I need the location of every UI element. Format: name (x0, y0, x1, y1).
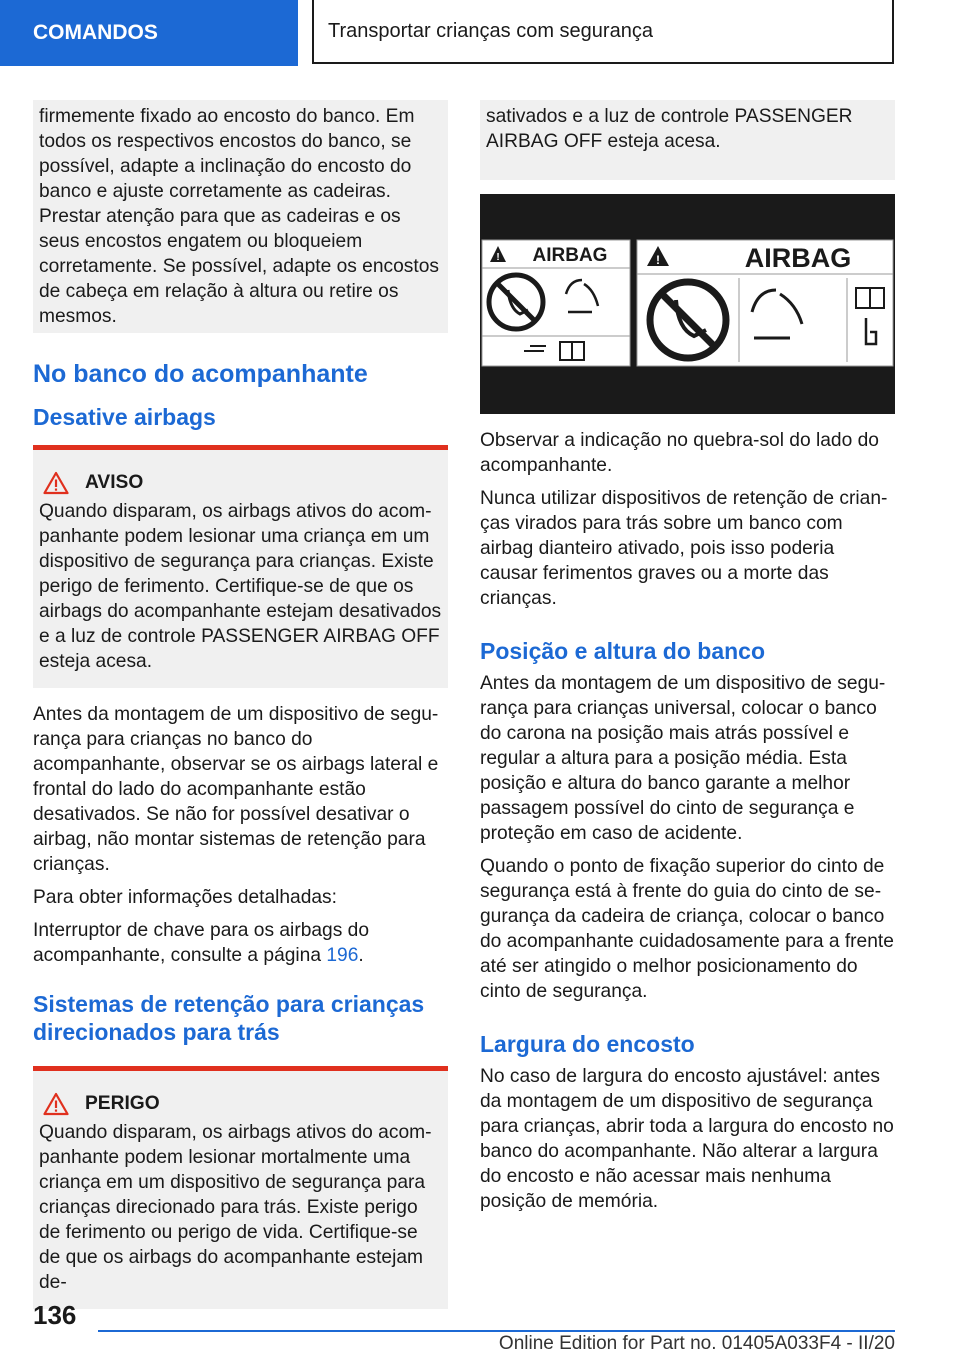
airbag-label-figure (480, 194, 895, 414)
warning-triangle-icon (43, 1092, 69, 1116)
page-number: 136 (33, 1300, 77, 1330)
continued-text: sativados e a luz de controle PASSENGER AIRBAG OFF esteja acesa. (486, 106, 853, 152)
warning-label: AVISO (85, 472, 144, 493)
warning-header (39, 470, 442, 495)
body-paragraph: No caso de largura do encosto ajustável: antes da montagem de um dispositivo de segurança para crianças, abrir toda a largura do encosto no banco do acompanhante. Não alterar a largura do encosto e não acessar mais nenhuma posição de memória. (480, 1066, 894, 1212)
airbag-large-text: AIRBAG (744, 243, 852, 273)
heading-backrest-width: Largura do encosto (480, 1031, 695, 1057)
svg-text:!: ! (656, 253, 660, 267)
intro-box (33, 100, 448, 333)
continued-box (480, 100, 895, 180)
warning-text: Quando disparam, os airbags ativos do acompanhante podem lesionar mortalmente uma criança em um dispositivo de segurança para crianças direcionado para trás. Existe perigo de ferimento ou perigo de vida. Certifique-se de que os airbags do acompanhante estejam de- (39, 1122, 432, 1293)
airbag-label-illustration (480, 194, 895, 414)
warning-text: Quando disparam, os airbags ativos do acompanhante podem lesionar uma criança em um dispositivo de segurança para crianças. Existe perigo de ferimento. Certifique-se de que os airbags do acompanhante estejam desativados e a luz de controle PASSENGER AIRBAG OFF esteja acesa. (39, 501, 442, 672)
body-paragraph: Para obter informações detalhadas: (33, 887, 337, 908)
intro-text: firmemente fixado ao encosto do banco. Em todos os respectivos encostos do banco, se possível, adapte a inclinação do encosto do banco e ajuste corretamente as cadeiras. Prestar atenção para que as cadeiras e os seus encostos engatem ou bloqueiem corretamente. Se possível, adapte os encostos de cabeça em relação à altura ou retire os mesmos. (39, 106, 439, 327)
body-paragraph: Nunca utilizar dispositivos de retenção de crianças virados para trás sobre um banco com airbag dianteiro ativado, pois isso poderia causar ferimentos graves ou a morte das crianças. (480, 488, 888, 609)
warning-box-aviso (33, 445, 448, 688)
body-paragraph: Observar a indicação no quebra-sol do lado do acompanhante. (480, 430, 879, 476)
footer-rule (98, 1330, 895, 1332)
body-paragraph: Quando o ponto de fixação superior do cinto de segurança está à frente do guia do cinto de segurança da cadeira de criança, colocar o banco do acompanhante cuidadosamente para a frente até ser atingido o melhor posicionamento do cinto de segurança. (480, 856, 894, 1002)
warning-header (39, 1091, 442, 1116)
chapter-title: Transportar crianças com segurança (312, 0, 894, 64)
heading-rear-facing-seats: Sistemas de retenção para crianças direcionados para trás (33, 991, 425, 1045)
svg-text:!: ! (496, 252, 500, 263)
body-paragraph-crossref: Interruptor de chave para os airbags do acompanhante, consulte a página 196. (33, 920, 369, 966)
page-header (0, 0, 960, 66)
body-paragraph: Antes da montagem de um dispositivo de segurança para crianças no banco do acompanhante, observar se os airbags lateral e frontal do lado do acompanhante estão desativados. Se não for possível desativar o airbag, não montar sistemas de retenção para crianças. (33, 704, 439, 875)
heading-seat-position: Posição e altura do banco (480, 638, 766, 664)
right-column (480, 100, 895, 1222)
left-column (33, 100, 448, 1323)
warning-label: PERIGO (85, 1093, 160, 1114)
footer-edition: Online Edition for Part no. 01405A033F4 - II/20 (498, 1333, 895, 1354)
body-paragraph: Antes da montagem de um dispositivo de segurança para crianças universal, colocar o banco do carona na posição mais atrás possível e regular a altura para a posição média. Esta posição e altura do banco garante a melhor passagem possível do cinto de segurança e proteção em caso de acidente. (480, 673, 886, 844)
page-link[interactable]: 196 (326, 945, 359, 966)
warning-triangle-icon (43, 471, 69, 495)
heading-deactivate-airbags: Desative airbags (33, 404, 216, 430)
heading-passenger-seat: No banco do acompanhante (33, 360, 368, 388)
airbag-small-text: AIRBAG (532, 245, 608, 266)
section-tab: COMANDOS (0, 0, 298, 66)
warning-box-perigo (33, 1066, 448, 1309)
